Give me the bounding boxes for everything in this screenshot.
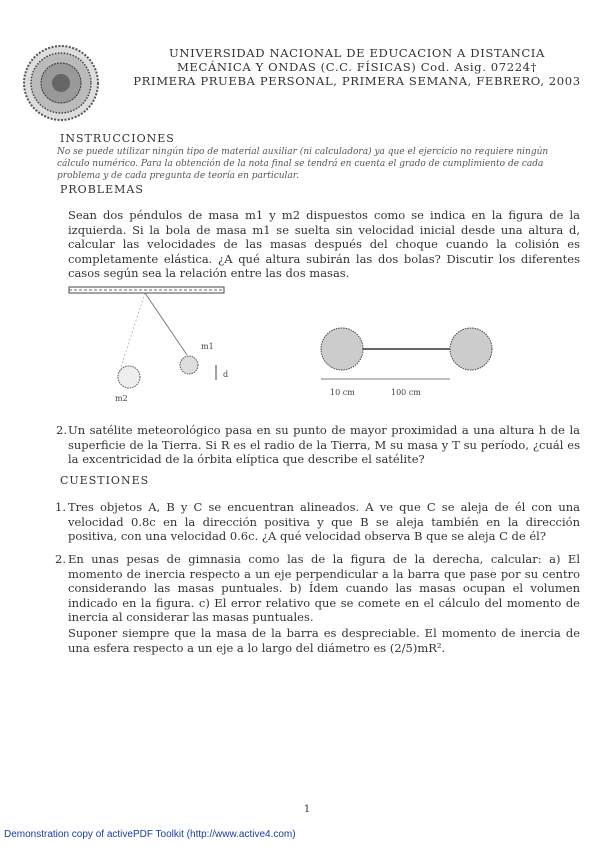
- pendulum-string-1: [145, 293, 187, 355]
- pendulum-string-2: [120, 293, 145, 370]
- label-m2: m2: [115, 394, 128, 403]
- question-2-number: 2.: [55, 552, 66, 566]
- question-2-note: Suponer siempre que la masa de la barra es despreciable. El momento de inercia de una esfera respecto a un eje a lo largo del diámetro es (2/5)mR².: [68, 626, 580, 655]
- problem-figure: [55, 285, 590, 410]
- mass-2-ball: [118, 366, 140, 388]
- header-course: MECÁNICA Y ONDAS (C.C. FÍSICAS) Cod. Asig. 07224†: [176, 60, 538, 74]
- label-m1: m1: [201, 342, 214, 351]
- university-seal-icon: [22, 44, 100, 122]
- instructions-heading: INSTRUCCIONES: [60, 132, 175, 145]
- problems-heading: PROBLEMAS: [60, 183, 144, 196]
- question-2-text: En unas pesas de gimnasia como las de la figura de la derecha, calcular: a) El momento de inercia respecto a un eje perpendicular a la barra que pase por su centro considerando las masas puntuales. b) Ídem cuando las masas ocupan el volumen indicado en la figura. c) El error relativo que se comete en el cálculo del momento de inercia al considerar las masas puntuales.: [68, 552, 580, 624]
- mass-1-ball: [180, 356, 198, 374]
- dumbbell-right-sphere: [450, 328, 492, 370]
- question-1-text: Tres objetos A, B y C se encuentran alineados. A ve que C se aleja de él con una velocidad 0.8c en la dirección positiva y que B se aleja también en la dirección positiva, con una velocidad 0.6c. ¿A qué velocidad observa B que se aleja C de él?: [68, 500, 580, 543]
- header-exam: PRIMERA PRUEBA PERSONAL, PRIMERA SEMANA, FEBRERO, 2003: [133, 74, 581, 88]
- dumbbell-left-sphere: [321, 328, 363, 370]
- label-d: d: [223, 370, 229, 379]
- header-university: UNIVERSIDAD NACIONAL DE EDUCACION A DISTANCIA: [169, 46, 545, 60]
- problem-1-text: Sean dos péndulos de masa m1 y m2 dispuestos como se indica en la figura de la izquierda. Si la bola de masa m1 se suelta sin velocidad inicial desde una altura d, calcular las velocidades de las masas después del choque cuando la colisión es completamente elástica. ¿A qué altura subirán las dos bolas? Discutir los diferentes casos según sea la relación entre las dos masas.: [68, 208, 580, 280]
- page-number: 1: [303, 804, 311, 815]
- label-100cm: 100 cm: [391, 388, 421, 397]
- questions-heading: CUESTIONES: [60, 474, 150, 487]
- question-1-number: 1.: [55, 500, 66, 514]
- exam-header: [112, 46, 602, 88]
- problem-2-text: Un satélite meteorológico pasa en su punto de mayor proximidad a una altura h de la superficie de la Tierra. Si R es el radio de la Tierra, M su masa y T su período, ¿cuál es la excentricidad de la órbita elíptica que describe el satélite?: [68, 423, 580, 466]
- instructions-text: No se puede utilizar ningún tipo de material auxiliar (ni calculadora) ya que el ejercicio no requiere ningún cálculo numérico. Para la obtención de la nota final se tendrá en cuenta el grado de cumplimiento de cada problema y de cada pregunta de teoría en particular.: [57, 147, 549, 181]
- label-10cm: 10 cm: [330, 388, 355, 397]
- problem-2-number: 2.: [56, 423, 67, 437]
- demo-watermark-link[interactable]: Demonstration copy of activePDF Toolkit (http://www.active4.com): [4, 829, 296, 840]
